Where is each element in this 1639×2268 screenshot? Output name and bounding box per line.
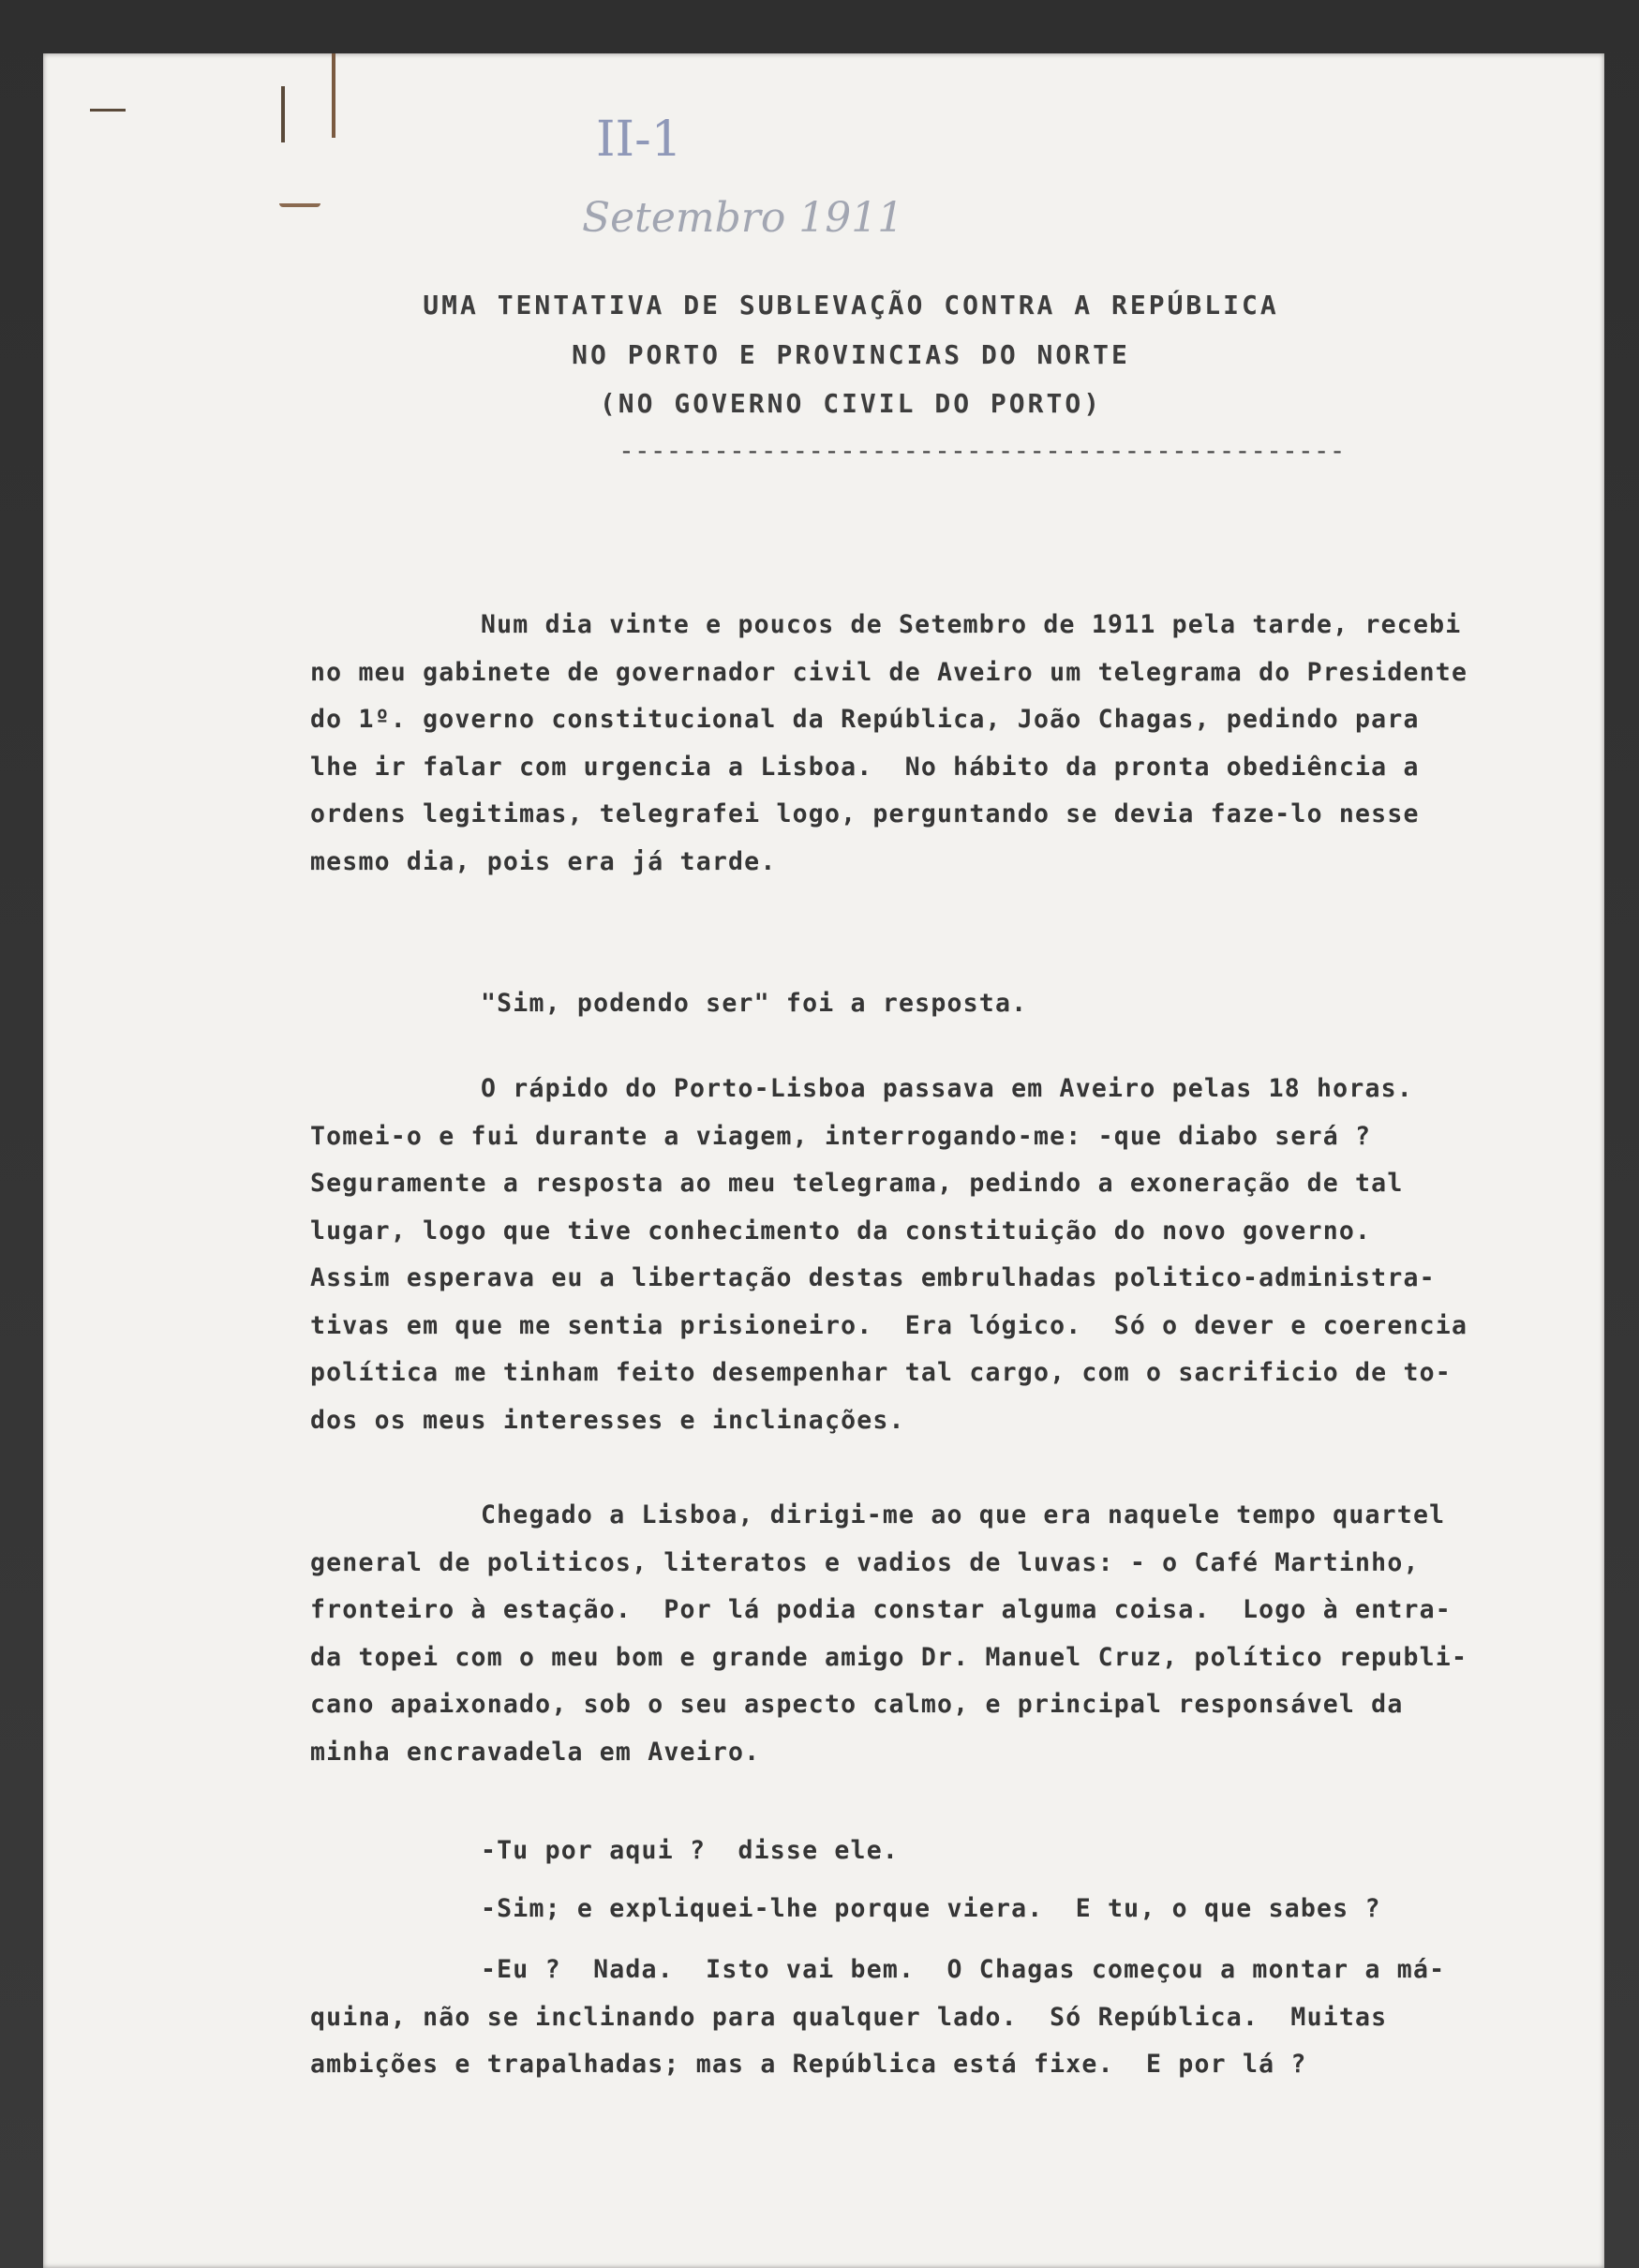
typewritten-page <box>43 53 1604 2268</box>
paragraph-1-text: Num dia vinte e poucos de Setembro de 1911 pela tarde, recebi no meu gabinete de governador civil de Aveiro um telegrama do Presidente do 1º. governo constitucional da República, João Chagas, pedindo para lhe ir falar com urgencia a Lisboa. No hábito da pronta obediência a ordens legitimas, telegrafei logo, perguntando se devia faze-lo nesse mesmo dia, pois era já tarde. <box>310 610 1468 876</box>
paragraph-2-text: "Sim, podendo ser" foi a resposta. <box>481 989 1028 1018</box>
dialog-line-2 <box>310 1886 1585 1933</box>
paragraph-3 <box>310 1066 1585 1444</box>
dialog-line-3 <box>310 1947 1585 2089</box>
handwritten-date: Setembro 1911 <box>582 194 904 242</box>
handwritten-code: II-1 <box>596 112 682 168</box>
margin-mark <box>279 203 320 207</box>
margin-mark <box>332 53 335 138</box>
paragraph-2 <box>310 980 1585 1028</box>
title-underline: ---------------------------------------------- <box>618 435 1346 466</box>
paragraph-3-text: O rápido do Porto-Lisboa passava em Aveiro pelas 18 horas. Tomei-o e fui durante a viagem, interrogando-me: -que diabo será ? Seguramente a resposta ao meu telegrama, pedindo a exoneração de tal lugar, logo que tive conhecimento da constituição do novo governo. Assim esperava eu a libertação destas embrulhadas politico-administra- tivas em que me sentia prisioneiro. Era lógico. Só o dever e coerencia política me tinham feito desempenhar tal cargo, com o sacrificio de to- dos os meus interesses e inclinações. <box>310 1074 1468 1435</box>
title-line-2: NO PORTO E PROVINCIAS DO NORTE <box>572 339 1130 370</box>
dialog-line-2-text: -Sim; e expliquei-lhe porque viera. E tu, o que sabes ? <box>481 1894 1381 1923</box>
dialog-line-1 <box>310 1828 1585 1875</box>
margin-mark <box>281 86 285 142</box>
dialog-line-3-text: -Eu ? Nada. Isto vai bem. O Chagas começou a montar a má- quina, não se inclinando para qualquer lado. Só República. Muitas ambições e trapalhadas; mas a República está fixe. E por lá ? <box>310 1955 1446 2079</box>
paragraph-4 <box>310 1492 1585 1776</box>
paragraph-1 <box>310 602 1585 886</box>
paragraph-4-text: Chegado a Lisboa, dirigi-me ao que era naquele tempo quartel general de politicos, literatos e vadios de luvas: - o Café Martinho, fronteiro à estação. Por lá podia constar alguma coisa. Logo à entra- da topei com o meu bom e grande amigo Dr. Manuel Cruz, político republi- cano apaixonado, sob o seu aspecto calmo, e principal responsável da minha encravadela em Aveiro. <box>310 1500 1468 1767</box>
title-line-3: (NO GOVERNO CIVIL DO PORTO) <box>599 388 1103 419</box>
dialog-line-1-text: -Tu por aqui ? disse ele. <box>481 1836 900 1865</box>
margin-mark <box>90 109 126 112</box>
title-line-1: UMA TENTATIVA DE SUBLEVAÇÃO CONTRA A REPÚBLICA <box>423 290 1279 321</box>
